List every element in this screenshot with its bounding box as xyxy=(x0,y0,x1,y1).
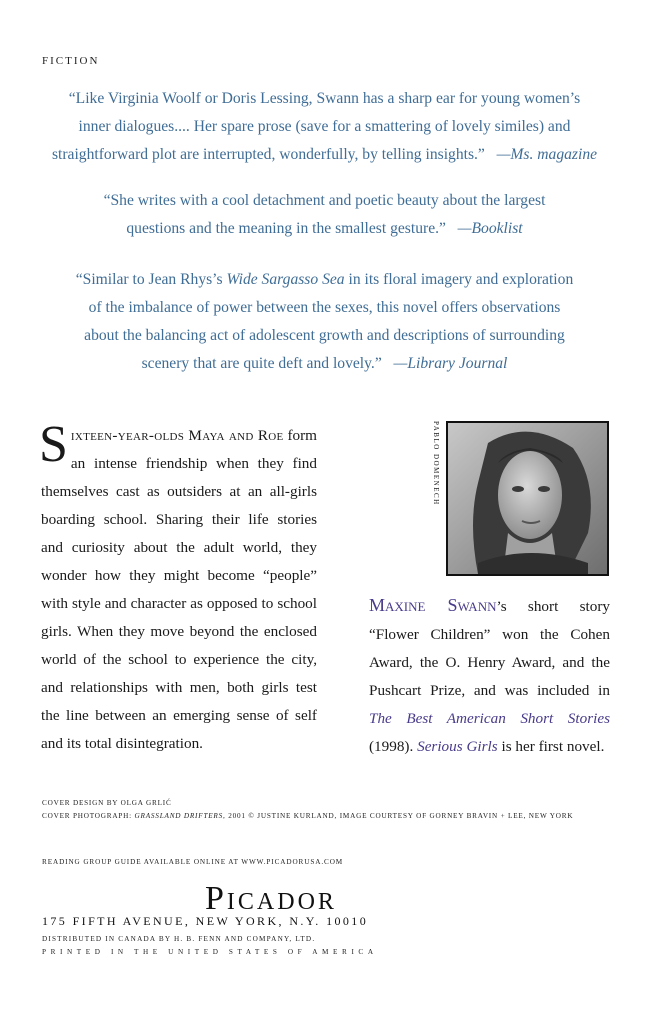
author-bio: Maxine Swann’s short story “Flower Children” won the Cohen Award, the O. Henry Award, and the Pushcart Prize, and was included in The Best American Short Stories (1998). Serious Girls is her first novel. xyxy=(369,595,610,755)
publisher-address: 175 FIFTH AVENUE, NEW YORK, N.Y. 10010 xyxy=(42,914,369,928)
quote-line: of the imbalance of power between the sexes, this novel offers observations xyxy=(88,299,561,316)
review-quote-booklist xyxy=(30,187,619,243)
blurb-lead: ixteen-year-olds Maya and Roe xyxy=(70,427,284,444)
quote-line: questions and the meaning in the smallest gesture.” —Booklist xyxy=(126,220,523,237)
quote-source: —Library Journal xyxy=(393,355,508,372)
publisher-logo: Picador xyxy=(205,880,337,917)
quote-line: inner dialogues.... Her spare prose (save for a smattering of lovely similes) and xyxy=(78,118,571,135)
author-photo xyxy=(446,421,609,576)
cover-design-credit: COVER DESIGN BY OLGA GRLIĆ xyxy=(42,799,172,807)
reading-guide-note: READING GROUP GUIDE AVAILABLE ONLINE AT WWW.PICADORUSA.COM xyxy=(42,858,344,866)
author-portrait-icon xyxy=(448,423,607,574)
quote-line: about the balancing act of adolescent growth and descriptions of surrounding xyxy=(84,327,565,344)
quote-source: —Ms. magazine xyxy=(496,146,598,163)
cover-credits xyxy=(42,797,573,823)
cover-photo-credit: COVER PHOTOGRAPH: GRASSLAND DRIFTERS, 2001 © JUSTINE KURLAND, IMAGE COURTESY OF GORNEY BRAVIN + LEE, NEW YORK xyxy=(42,812,574,820)
blurb-text: form an intense friendship when they find themselves cast as outsiders at an all-girls boarding school. Sharing their life stories and curiosity about the adult world, they wonder how they might become “people” with style and character as opposed to school girls. When they move beyond the enclosed world of the school to experience the city, and relationships with men, both girls test the line between an emerging sense of self and its total disintegration. xyxy=(41,427,317,752)
novel-title: Serious Girls xyxy=(417,738,498,755)
quote-source: —Booklist xyxy=(457,220,523,237)
quote-line: “Like Virginia Woolf or Doris Lessing, Swann has a sharp ear for young women’s xyxy=(68,90,581,107)
photo-credit: PABLO DOMENECH xyxy=(432,421,440,506)
author-name: Maxine Swann xyxy=(369,595,497,615)
drop-cap: S xyxy=(39,416,68,473)
category-label: FICTION xyxy=(42,55,100,67)
quote-line: “Similar to Jean Rhys’s Wide Sargasso Sea in its floral imagery and exploration xyxy=(75,271,574,288)
quote-line: “She writes with a cool detachment and poetic beauty about the largest xyxy=(103,192,546,209)
quote-line: straightforward plot are interrupted, wonderfully, by telling insights.” —Ms. magazine xyxy=(51,146,598,163)
review-quote-ms-magazine xyxy=(30,85,619,169)
distribution-note: DISTRIBUTED IN CANADA BY H. B. FENN AND COMPANY, LTD. xyxy=(42,935,316,943)
printed-note: PRINTED IN THE UNITED STATES OF AMERICA xyxy=(42,948,378,956)
book-blurb xyxy=(39,416,317,758)
anthology-title: The Best American Short Stories xyxy=(369,710,610,727)
review-quote-library-journal xyxy=(30,266,619,378)
quote-line: scenery that are quite deft and lovely.” —Library Journal xyxy=(141,355,508,372)
